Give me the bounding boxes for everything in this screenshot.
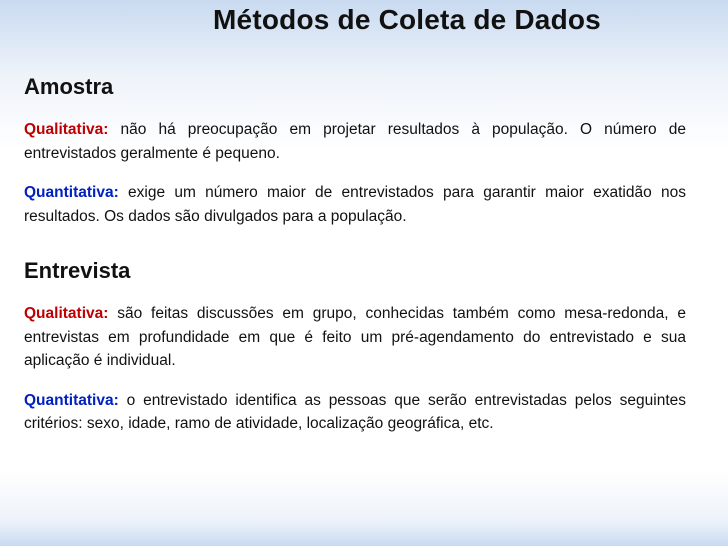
paragraph-entrevista-quantitativa (24, 389, 686, 436)
label-qualitativa: Qualitativa: (24, 121, 109, 138)
label-quantitativa: Quantitativa: (24, 184, 119, 201)
label-quantitativa: Quantitativa: (24, 391, 119, 409)
paragraph-entrevista-qualitativa (24, 302, 686, 373)
section-entrevista (24, 256, 686, 436)
text-amostra-qualitativa: não há preocupação em projetar resultados à população. O número de entrevistados geralmente é pequeno. (24, 121, 686, 162)
section-heading-entrevista: Entrevista (24, 258, 131, 283)
section-amostra (24, 72, 686, 228)
paragraph-amostra-quantitativa (24, 181, 686, 228)
text-entrevista-qualitativa: são feitas discussões em grupo, conhecidas também como mesa-redonda, e entrevistas em profundidade em que é feito um pré-agendamento do entrevistado e sua aplicação é individual. (24, 305, 686, 369)
section-heading-amostra: Amostra (24, 74, 114, 99)
paragraph-amostra-qualitativa (24, 118, 686, 165)
label-qualitativa: Qualitativa: (24, 305, 109, 322)
slide-content (24, 72, 686, 436)
slide-title: Métodos de Coleta de Dados (213, 4, 601, 35)
text-amostra-quantitativa: exige um número maior de entrevistados para garantir maior exatidão nos resultados. Os dados são divulgados para a população. (24, 184, 686, 225)
text-entrevista-quantitativa: o entrevistado identifica as pessoas que serão entrevistadas pelos seguintes critérios: sexo, idade, ramo de atividade, localização geográfica, etc. (24, 391, 686, 432)
